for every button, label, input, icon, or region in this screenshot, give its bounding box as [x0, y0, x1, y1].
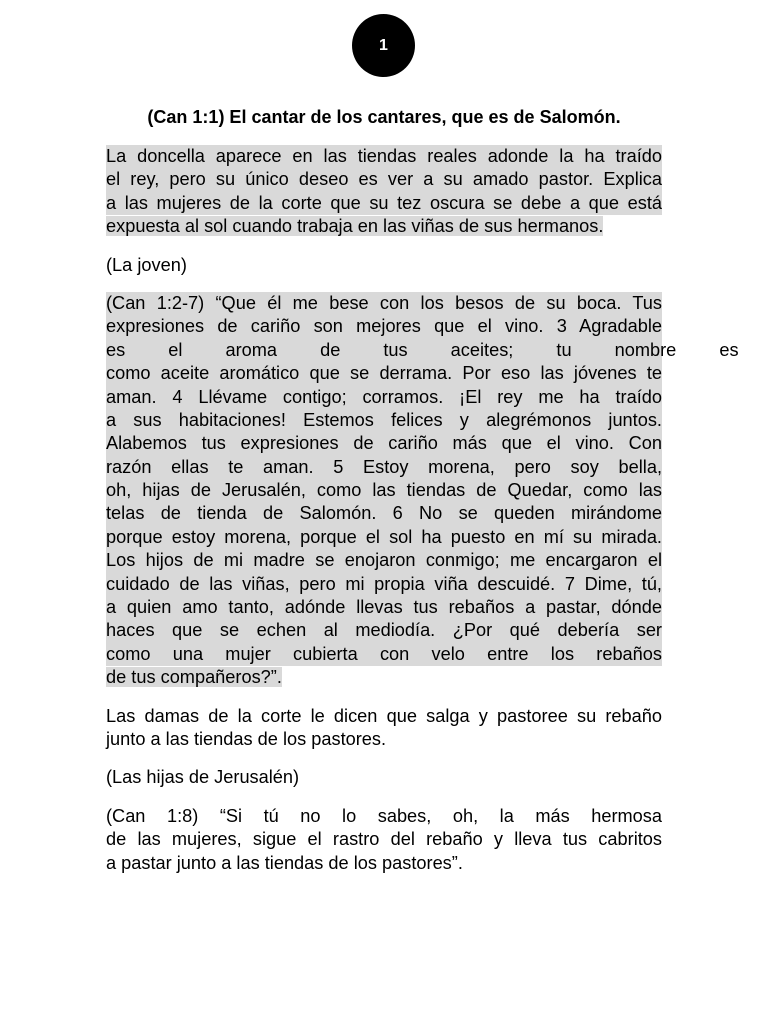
text-line: cuidado de las viñas, pero mi propia viña descuidé. 7 Dime, tú,	[106, 573, 662, 596]
text-line: Los hijos de mi madre se enojaron conmigo; me encargaron el	[106, 549, 662, 572]
highlighted-text: expuesta al sol cuando trabaja en las viñas de sus hermanos.	[106, 216, 604, 237]
speaker-label	[106, 254, 662, 277]
text-line: oh, hijas de Jerusalén, como las tiendas de Quedar, como las	[106, 479, 662, 502]
intro-paragraph	[106, 145, 662, 239]
text-line: porque estoy morena, porque el sol ha puesto en mí su mirada.	[106, 526, 662, 549]
text-line	[106, 666, 662, 689]
text-line: Las damas de la corte le dicen que salga y pastoree su rebaño	[106, 705, 662, 726]
text-line: (Las hijas de Jerusalén)	[106, 767, 300, 788]
verse-paragraph	[106, 292, 739, 690]
document-body	[106, 105, 739, 890]
text-line: a sus habitaciones! Estemos felices y alegrémonos juntos.	[106, 409, 662, 432]
text-line: de las mujeres, sigue el rastro del rebaño y lleva tus cabritos	[106, 829, 662, 850]
speaker-label	[106, 766, 662, 789]
text-line: haces que se echen al mediodía. ¿Por qué debería ser	[106, 619, 662, 642]
text-line: como aceite aromático que se derrama. Por eso las jóvenes te	[106, 362, 662, 385]
text-line: es el aroma de tus aceites; tu nombre es	[106, 339, 662, 362]
verse-paragraph	[106, 805, 662, 875]
highlighted-text: de tus compañeros?”.	[106, 667, 282, 688]
text-line: a quien amo tanto, adónde llevas tus rebaños a pastar, dónde	[106, 596, 662, 619]
page-title: (Can 1:1) El cantar de los cantares, que es de Salomón.	[147, 107, 621, 127]
text-line: (Can 1:2-7) “Que él me bese con los besos de su boca. Tus	[106, 292, 662, 315]
page-number-badge: 1	[352, 14, 415, 77]
text-line: Alabemos tus expresiones de cariño más que el vino. Con	[106, 432, 662, 455]
text-line: a pastar junto a las tiendas de los pastores”.	[106, 852, 463, 873]
text-line: razón ellas te aman. 5 Estoy morena, pero soy bella,	[106, 456, 662, 479]
text-line: (La joven)	[106, 254, 187, 275]
text-line: como una mujer cubierta con velo entre los rebaños	[106, 643, 662, 666]
text-line: el rey, pero su único deseo es ver a su amado pastor. Explica	[106, 168, 662, 191]
narration-paragraph	[106, 705, 662, 752]
text-line: telas de tienda de Salomón. 6 No se queden mirándome	[106, 502, 662, 525]
text-line: La doncella aparece en las tiendas reales adonde la ha traído	[106, 145, 662, 168]
text-line: expresiones de cariño son mejores que el vino. 3 Agradable	[106, 315, 662, 338]
text-line: junto a las tiendas de los pastores.	[106, 728, 387, 749]
text-line: a las mujeres de la corte que su tez oscura se debe a que está	[106, 192, 662, 215]
text-line	[106, 215, 662, 238]
text-line: aman. 4 Llévame contigo; corramos. ¡El rey me ha traído	[106, 386, 662, 409]
text-line: (Can 1:8) “Si tú no lo sabes, oh, la más hermosa	[106, 805, 662, 826]
